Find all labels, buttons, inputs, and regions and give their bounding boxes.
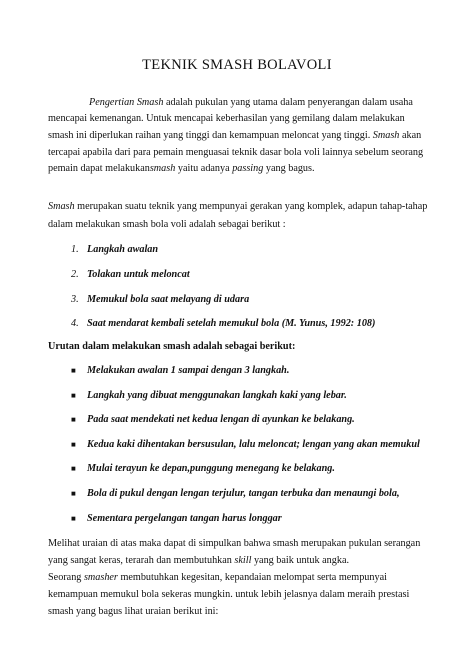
numbered-item xyxy=(71,270,190,280)
paragraph1-line5 xyxy=(48,164,315,174)
bullet-icon: ■ xyxy=(71,514,76,523)
item-number: 4. xyxy=(71,318,79,329)
bullet-item xyxy=(71,391,347,401)
bullet-item xyxy=(71,489,400,499)
paragraph1-line3 xyxy=(48,131,421,141)
page-title: TEKNIK SMASH BOLAVOLI xyxy=(142,57,332,73)
term-passing: passing xyxy=(232,163,264,174)
bullet-item xyxy=(71,464,335,474)
bullet-icon: ■ xyxy=(71,415,76,424)
term-smash-2: smash xyxy=(149,163,176,174)
numbered-item xyxy=(71,319,375,329)
bullet-icon: ■ xyxy=(71,464,76,473)
bullet-text: Langkah yang dibuat menggunakan langkah kaki yang lebar. xyxy=(87,390,347,401)
item-text: Tolakan untuk meloncat xyxy=(87,269,190,280)
bullet-text: Mulai terayun ke depan,punggung menegang ke belakang. xyxy=(87,463,335,474)
bullet-text: Pada saat mendekati net kedua lengan di ayunkan ke belakang. xyxy=(87,414,355,425)
item-number: 3. xyxy=(71,294,79,305)
bullet-item xyxy=(71,514,282,524)
paragraph3-line3-text-b: membutuhkan kegesitan, kepandaian melompat serta mempunyai xyxy=(117,572,387,583)
term-pengertian-smash: Pengertian Smash xyxy=(89,97,164,108)
paragraph3-line3 xyxy=(48,573,387,583)
numbered-item xyxy=(71,295,249,305)
bullet-text: Sementara pergelangan tangan harus longgar xyxy=(87,513,282,524)
term-smasher: smasher xyxy=(83,572,118,583)
bullet-item xyxy=(71,415,355,425)
paragraph1-line2: mencapai kemenangan. Untuk mencapai keberhasilan yang gemilang dalam melakukan xyxy=(48,113,405,124)
bullet-icon: ■ xyxy=(71,489,76,498)
paragraph3-line4: kemampuan memukul bola sekeras mungkin. untuk lebih jelasnya dalam meraih prestasi xyxy=(48,589,410,600)
paragraph3-line2-text-a: yang sangat keras, terarah dan membutuhkan xyxy=(48,555,235,566)
item-text: Memukul bola saat melayang di udara xyxy=(87,294,250,305)
bullet-icon: ■ xyxy=(71,366,76,375)
bullet-text: Bola di pukul dengan lengan terjulur, tangan terbuka dan menaungi bola, xyxy=(87,488,400,499)
paragraph1-line3-text-b: akan xyxy=(399,130,422,141)
paragraph1-line5-text-c: yang bagus. xyxy=(263,163,315,174)
paragraph1-line4: tercapai apabila dari para pemain menguasai teknik dasar bola voli lainnya sebelum seorang xyxy=(48,147,424,158)
item-text: Saat mendarat kembali setelah memukul bola (M. Yunus, 1992: 108) xyxy=(87,318,376,329)
bullet-item xyxy=(71,440,420,450)
numbered-item xyxy=(71,245,158,255)
paragraph1-line5-text-b: yaitu adanya xyxy=(175,163,233,174)
term-smash-3: Smash xyxy=(48,201,75,212)
paragraph2-line1 xyxy=(48,202,427,212)
item-number: 2. xyxy=(71,269,79,280)
paragraph3-line2-text-b: yang baik untuk angka. xyxy=(251,555,350,566)
bullet-icon: ■ xyxy=(71,440,76,449)
paragraph1-line1 xyxy=(89,98,413,108)
paragraph3-line1: Melihat uraian di atas maka dapat di simpulkan bahwa smash merupakan pukulan serangan xyxy=(48,538,421,549)
bullet-item xyxy=(71,366,289,376)
bullet-text: Melakukan awalan 1 sampai dengan 3 langkah. xyxy=(87,365,290,376)
term-smash: Smash xyxy=(372,130,400,141)
paragraph2-line2: dalam melakukan smash bola voli adalah sebagai berikut : xyxy=(48,219,286,230)
paragraph1-line3-text-a: smash ini diperlukan raihan yang tinggi dan kemampuan meloncat yang tinggi. xyxy=(48,130,373,141)
sequence-heading: Urutan dalam melakukan smash adalah sebagai berikut: xyxy=(48,341,296,352)
paragraph3-line2 xyxy=(48,556,349,566)
item-text: Langkah awalan xyxy=(87,244,159,255)
paragraph1-line1-text: adalah pukulan yang utama dalam penyerangan dalam usaha xyxy=(163,97,413,108)
paragraph3-line5: smash yang bagus lihat uraian berikut ini: xyxy=(48,606,219,617)
item-number: 1. xyxy=(71,244,79,255)
bullet-icon: ■ xyxy=(71,391,76,400)
term-skill: skill xyxy=(234,555,252,566)
paragraph3-line3-text-a: Seorang xyxy=(48,572,84,583)
bullet-text: Kedua kaki dihentakan bersusulan, lalu meloncat; lengan yang akan memukul xyxy=(87,439,420,450)
paragraph1-line5-text-a: pemain dapat melakukan xyxy=(48,163,150,174)
paragraph2-line1-text: merupakan suatu teknik yang mempunyai gerakan yang komplek, adapun tahap-tahap xyxy=(74,201,428,212)
